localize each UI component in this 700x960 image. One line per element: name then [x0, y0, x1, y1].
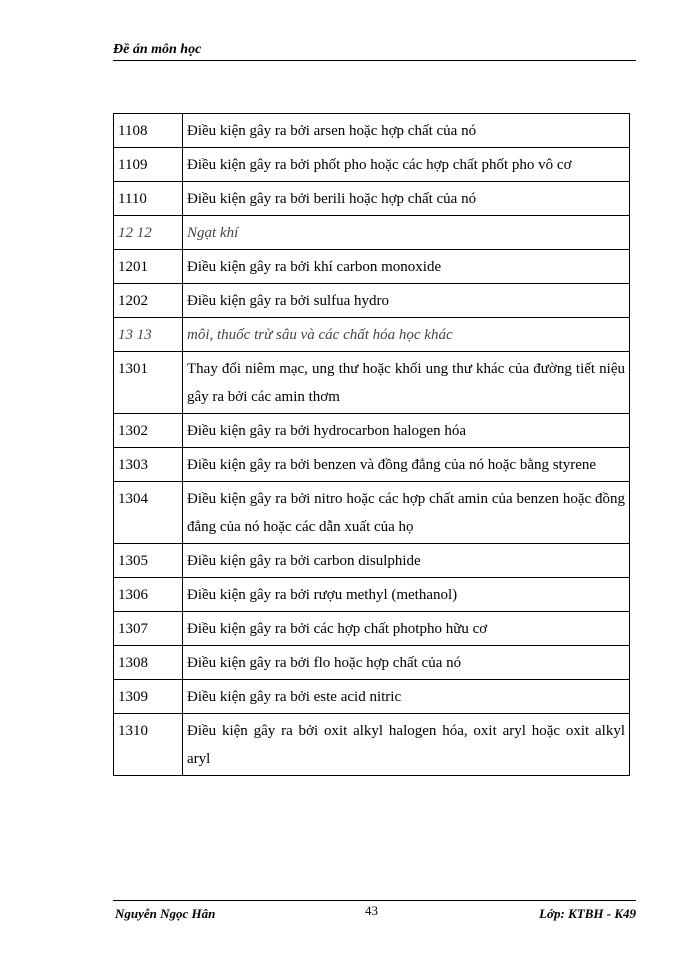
row-code: 1303: [114, 448, 183, 482]
table-row: [114, 646, 630, 680]
row-code: 1305: [114, 544, 183, 578]
row-code: 1108: [114, 114, 183, 148]
row-description: Ngạt khí: [183, 216, 630, 250]
table-row: [114, 352, 630, 414]
row-code: 1307: [114, 612, 183, 646]
row-code: 1304: [114, 482, 183, 544]
header-title: Đề án môn học: [113, 42, 202, 57]
row-description: môi, thuốc trừ sâu và các chất hóa học khác: [183, 318, 630, 352]
table-row: [114, 482, 630, 544]
table-row: [114, 578, 630, 612]
row-description: Điều kiện gây ra bởi phốt pho hoặc các hợp chất phốt pho vô cơ: [183, 148, 630, 182]
row-description: Điều kiện gây ra bởi hydrocarbon halogen hóa: [183, 414, 630, 448]
page-header: [113, 38, 636, 61]
table-row: [114, 182, 630, 216]
page-footer: [113, 900, 636, 931]
table-row: [114, 714, 630, 776]
row-code: 1110: [114, 182, 183, 216]
row-description: Điều kiện gây ra bởi sulfua hydro: [183, 284, 630, 318]
table-row: [114, 448, 630, 482]
table-row: [114, 680, 630, 714]
row-description: Điều kiện gây ra bởi benzen và đồng đẳng của nó hoặc bằng styrene: [183, 448, 630, 482]
row-description: Thay đổi niêm mạc, ung thư hoặc khối ung thư khác của đường tiết niệu gây ra bởi các amin thơm: [183, 352, 630, 414]
row-description: Điều kiện gây ra bởi berili hoặc hợp chất của nó: [183, 182, 630, 216]
row-code: 13 13: [114, 318, 183, 352]
row-code: 1109: [114, 148, 183, 182]
table-row: [114, 216, 630, 250]
row-code: 1201: [114, 250, 183, 284]
table-row: [114, 148, 630, 182]
table-body: [114, 114, 630, 776]
row-description: Điều kiện gây ra bởi các hợp chất photpho hữu cơ: [183, 612, 630, 646]
table-row: [114, 414, 630, 448]
row-description: Điều kiện gây ra bởi flo hoặc hợp chất của nó: [183, 646, 630, 680]
table-row: [114, 284, 630, 318]
footer-author: Nguyễn Ngọc Hân: [115, 906, 216, 921]
table-row: [114, 318, 630, 352]
row-code: 1306: [114, 578, 183, 612]
table-row: [114, 114, 630, 148]
row-code: 12 12: [114, 216, 183, 250]
row-description: Điều kiện gây ra bởi arsen hoặc hợp chất của nó: [183, 114, 630, 148]
row-code: 1301: [114, 352, 183, 414]
table-row: [114, 250, 630, 284]
row-description: Điều kiện gây ra bởi carbon disulphide: [183, 544, 630, 578]
table-row: [114, 544, 630, 578]
row-code: 1309: [114, 680, 183, 714]
footer-class-label: Lớp: KTBH - K49: [539, 906, 636, 921]
row-description: Điều kiện gây ra bởi rượu methyl (methanol): [183, 578, 630, 612]
disease-code-table: [113, 113, 630, 776]
row-code: 1202: [114, 284, 183, 318]
row-description: Điều kiện gây ra bởi khí carbon monoxide: [183, 250, 630, 284]
row-description: Điều kiện gây ra bởi este acid nitric: [183, 680, 630, 714]
table-row: [114, 612, 630, 646]
row-code: 1308: [114, 646, 183, 680]
row-code: 1302: [114, 414, 183, 448]
page-number: 43: [365, 903, 378, 918]
row-description: Điều kiện gây ra bởi oxit alkyl halogen hóa, oxit aryl hoặc oxit alkyl aryl: [183, 714, 630, 776]
row-code: 1310: [114, 714, 183, 776]
row-description: Điều kiện gây ra bởi nitro hoặc các hợp chất amin của benzen hoặc đồng đẳng của nó hoặc các dẫn xuất của họ: [183, 482, 630, 544]
